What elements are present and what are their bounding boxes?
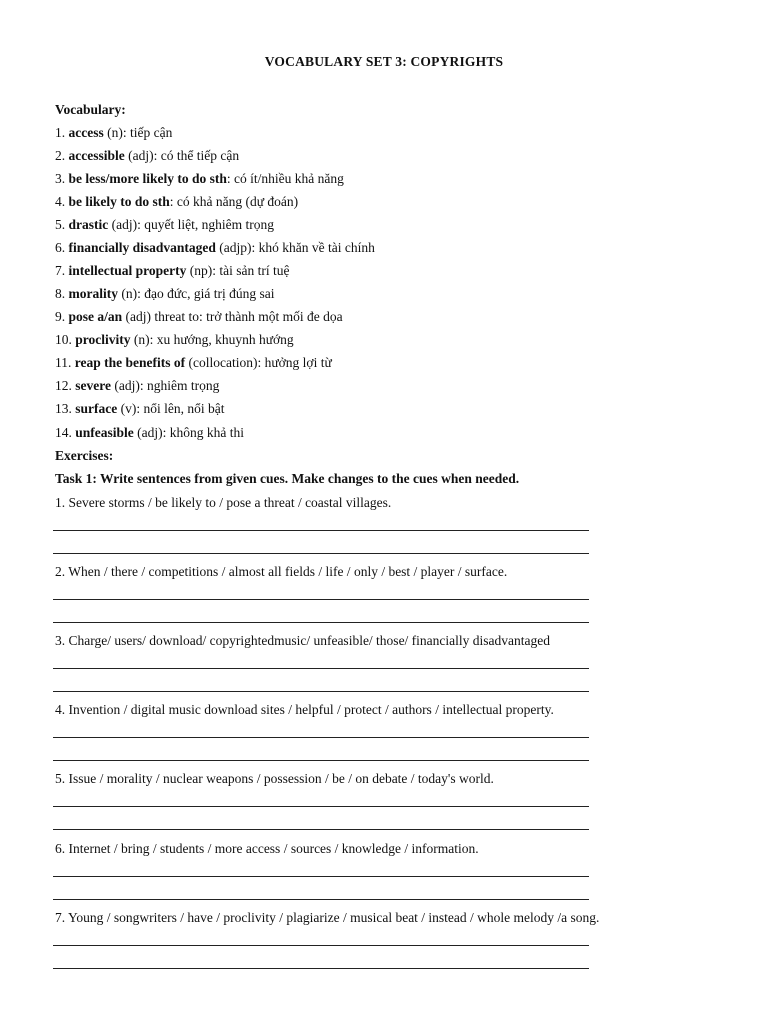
vocab-definition: (n): xu hướng, khuynh hướng <box>130 332 294 347</box>
vocab-item <box>55 193 298 210</box>
vocab-definition: (adj): quyết liệt, nghiêm trọng <box>108 217 274 232</box>
vocab-item <box>55 354 332 371</box>
vocab-item <box>55 308 343 325</box>
vocab-number: 13. <box>55 401 76 416</box>
vocab-number: 9. <box>55 309 69 324</box>
vocab-definition: (n): tiếp cận <box>103 125 173 140</box>
cue-item: 5. Issue / morality / nuclear weapons / possession / be / on debate / today's world. <box>55 771 494 786</box>
answer-line <box>53 876 589 877</box>
vocab-number: 10. <box>55 332 76 347</box>
vocab-number: 11. <box>55 355 75 370</box>
vocab-number: 2. <box>55 148 69 163</box>
cue-item: 6. Internet / bring / students / more access / sources / knowledge / information. <box>55 841 479 856</box>
vocab-number: 3. <box>55 171 69 186</box>
answer-line <box>53 945 589 946</box>
vocab-definition: (adjp): khó khăn về tài chính <box>215 240 375 255</box>
answer-line <box>53 553 589 554</box>
vocab-number: 14. <box>55 425 76 440</box>
answer-line <box>53 829 589 830</box>
vocab-item <box>55 424 244 441</box>
vocab-item <box>55 147 239 164</box>
vocab-definition: (adj): có thể tiếp cận <box>124 148 240 163</box>
vocab-item <box>55 285 275 302</box>
vocab-term: access <box>68 125 104 140</box>
cue-item: 3. Charge/ users/ download/ copyrightedmusic/ unfeasible/ those/ financially disadvantaged <box>55 633 551 648</box>
answer-line <box>53 760 589 761</box>
answer-line <box>53 622 589 623</box>
vocab-term: surface <box>75 401 118 416</box>
vocab-term: unfeasible <box>75 425 134 440</box>
answer-line <box>53 737 589 738</box>
vocab-number: 6. <box>55 240 69 255</box>
answer-line <box>53 691 589 692</box>
vocab-number: 1. <box>55 125 69 140</box>
vocab-definition: (adj): nghiêm trọng <box>110 378 220 393</box>
page-title: VOCABULARY SET 3: COPYRIGHTS <box>264 54 504 69</box>
vocab-term: accessible <box>68 148 125 163</box>
vocab-definition: (collocation): hưởng lợi từ <box>185 355 332 370</box>
vocab-number: 4. <box>55 194 69 209</box>
vocab-definition: (adj): không khả thi <box>133 425 244 440</box>
vocab-definition: (adj) threat to: trở thành một mối đe dọa <box>122 309 343 324</box>
vocab-item <box>55 331 294 348</box>
vocab-term: intellectual property <box>68 263 187 278</box>
vocab-term: morality <box>68 286 118 301</box>
vocab-term: drastic <box>68 217 109 232</box>
vocab-number: 12. <box>55 378 76 393</box>
vocab-term: financially disadvantaged <box>68 240 216 255</box>
cue-item: 4. Invention / digital music download sites / helpful / protect / authors / intellectual property. <box>55 702 554 717</box>
vocab-item <box>55 216 274 233</box>
answer-line <box>53 599 589 600</box>
vocab-definition: (v): nổi lên, nổi bật <box>117 401 225 416</box>
vocab-number: 5. <box>55 217 69 232</box>
vocab-number: 8. <box>55 286 69 301</box>
vocab-definition: (np): tài sản trí tuệ <box>186 263 290 278</box>
vocab-item <box>55 239 375 256</box>
cue-item: 2. When / there / competitions / almost all fields / life / only / best / player / surface. <box>55 564 508 579</box>
cue-item: 1. Severe storms / be likely to / pose a threat / coastal villages. <box>55 495 392 510</box>
vocab-term: reap the benefits of <box>74 355 186 370</box>
answer-line <box>53 968 589 969</box>
answer-line <box>53 668 589 669</box>
vocab-number: 7. <box>55 263 69 278</box>
vocab-item <box>55 124 172 141</box>
task1-heading: Task 1: Write sentences from given cues. Make changes to the cues when needed. <box>55 471 520 486</box>
vocab-item <box>55 377 219 394</box>
vocab-definition: : có ít/nhiều khả năng <box>226 171 344 186</box>
vocab-item <box>55 262 289 279</box>
vocab-term: be likely to do sth <box>68 194 170 209</box>
exercises-heading: Exercises: <box>55 448 114 463</box>
vocab-term: be less/more likely to do sth <box>68 171 227 186</box>
vocab-term: severe <box>75 378 111 393</box>
vocab-term: proclivity <box>75 332 131 347</box>
answer-line <box>53 806 589 807</box>
vocab-item <box>55 400 224 417</box>
answer-line <box>53 530 589 531</box>
vocabulary-heading: Vocabulary: <box>55 102 126 117</box>
answer-line <box>53 899 589 900</box>
cue-item: 7. Young / songwriters / have / proclivity / plagiarize / musical beat / instead / whole melody /a song. <box>55 910 600 925</box>
vocab-item <box>55 170 344 187</box>
vocab-definition: : có khả năng (dự đoán) <box>169 194 299 209</box>
vocab-term: pose a/an <box>68 309 123 324</box>
vocab-definition: (n): đạo đức, giá trị đúng sai <box>118 286 275 301</box>
